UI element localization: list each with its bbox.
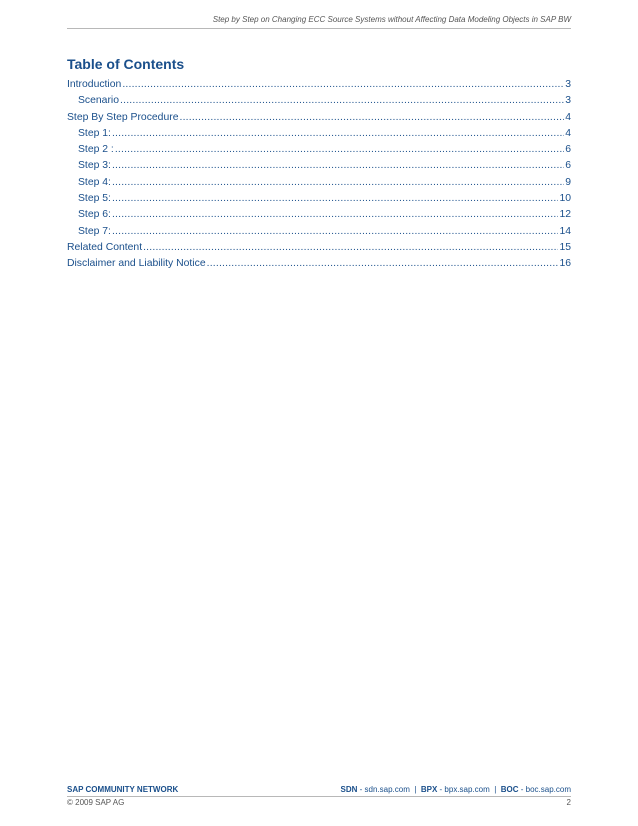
toc-entry-step-1[interactable] [67, 128, 571, 144]
running-header: Step by Step on Changing ECC Source Systems without Affecting Data Modeling Objects in SAP BW [212, 15, 571, 24]
toc-dot-leader [207, 258, 559, 269]
toc-entry-label: Step 6: [78, 209, 111, 221]
toc-entry-disclaimer[interactable] [67, 258, 571, 274]
footer-link-bpx[interactable]: bpx.sap.com [444, 785, 490, 794]
toc-entry-label: Step By Step Procedure [67, 111, 179, 123]
toc-entry-step-2[interactable] [67, 144, 571, 160]
toc-dot-leader [179, 112, 564, 123]
toc-entry-page: 3 [565, 95, 571, 107]
toc-entry-step-5[interactable] [67, 193, 571, 209]
footer-link-key: BPX [420, 785, 438, 794]
toc-entry-page: 9 [565, 176, 571, 188]
footer-links: SDN - sdn.sap.com | BPX - bpx.sap.com | BOC - boc.sap.com [340, 785, 571, 794]
toc-dot-leader [112, 177, 564, 188]
toc-entry-page: 4 [565, 111, 571, 123]
toc-entry-label: Related Content [67, 241, 143, 253]
toc-entry-page: 12 [559, 209, 571, 221]
toc-entry-label: Disclaimer and Liability Notice [67, 258, 206, 270]
toc-entry-page: 14 [559, 225, 571, 237]
toc-title: Table of Contents [67, 56, 185, 72]
toc-dot-leader [143, 242, 558, 253]
toc-entry-label: Step 7: [78, 225, 111, 237]
toc-dot-leader [112, 193, 559, 204]
toc-entry-label: Step 2 : [78, 144, 114, 156]
footer-link-boc[interactable]: boc.sap.com [525, 785, 571, 794]
footer-link-sdn[interactable]: sdn.sap.com [364, 785, 410, 794]
toc-entry-page: 10 [559, 193, 571, 205]
page-number: 2 [566, 798, 571, 807]
footer-link-key: BOC [500, 785, 519, 794]
toc-entry-label: Step 1: [78, 127, 111, 139]
toc-entry-scenario[interactable] [67, 95, 571, 111]
toc-entry-label: Step 4: [78, 176, 111, 188]
toc-entry-page: 15 [559, 241, 571, 253]
toc-entry-label: Introduction [67, 79, 122, 90]
footer-divider [67, 796, 571, 797]
toc-entry-related-content[interactable] [67, 242, 571, 258]
toc-entry-step-by-step-procedure[interactable] [67, 112, 571, 128]
toc-entry-label: Step 5: [78, 193, 111, 205]
toc-entry-step-3[interactable] [67, 160, 571, 176]
toc-dot-leader [112, 209, 559, 220]
table-of-contents [67, 79, 571, 275]
toc-entry-step-7[interactable] [67, 226, 571, 242]
footer-copyright: © 2009 SAP AG [67, 798, 125, 807]
toc-dot-leader [120, 95, 564, 106]
toc-entry-page: 3 [565, 79, 571, 90]
header-divider [67, 28, 571, 29]
footer-link-key: SDN [340, 785, 358, 794]
toc-entry-page: 16 [559, 258, 571, 270]
toc-entry-introduction[interactable] [67, 79, 571, 95]
toc-dot-leader [112, 160, 564, 171]
toc-entry-page: 6 [565, 144, 571, 156]
toc-dot-leader [112, 128, 564, 139]
toc-dot-leader [122, 79, 564, 90]
toc-entry-label: Step 3: [78, 160, 111, 172]
toc-entry-label: Scenario [78, 95, 120, 107]
footer-brand: SAP COMMUNITY NETWORK [67, 785, 179, 794]
toc-dot-leader [112, 226, 559, 237]
toc-entry-step-4[interactable] [67, 177, 571, 193]
toc-entry-page: 6 [565, 160, 571, 172]
toc-entry-step-6[interactable] [67, 209, 571, 225]
toc-entry-page: 4 [565, 127, 571, 139]
toc-dot-leader [115, 144, 564, 155]
